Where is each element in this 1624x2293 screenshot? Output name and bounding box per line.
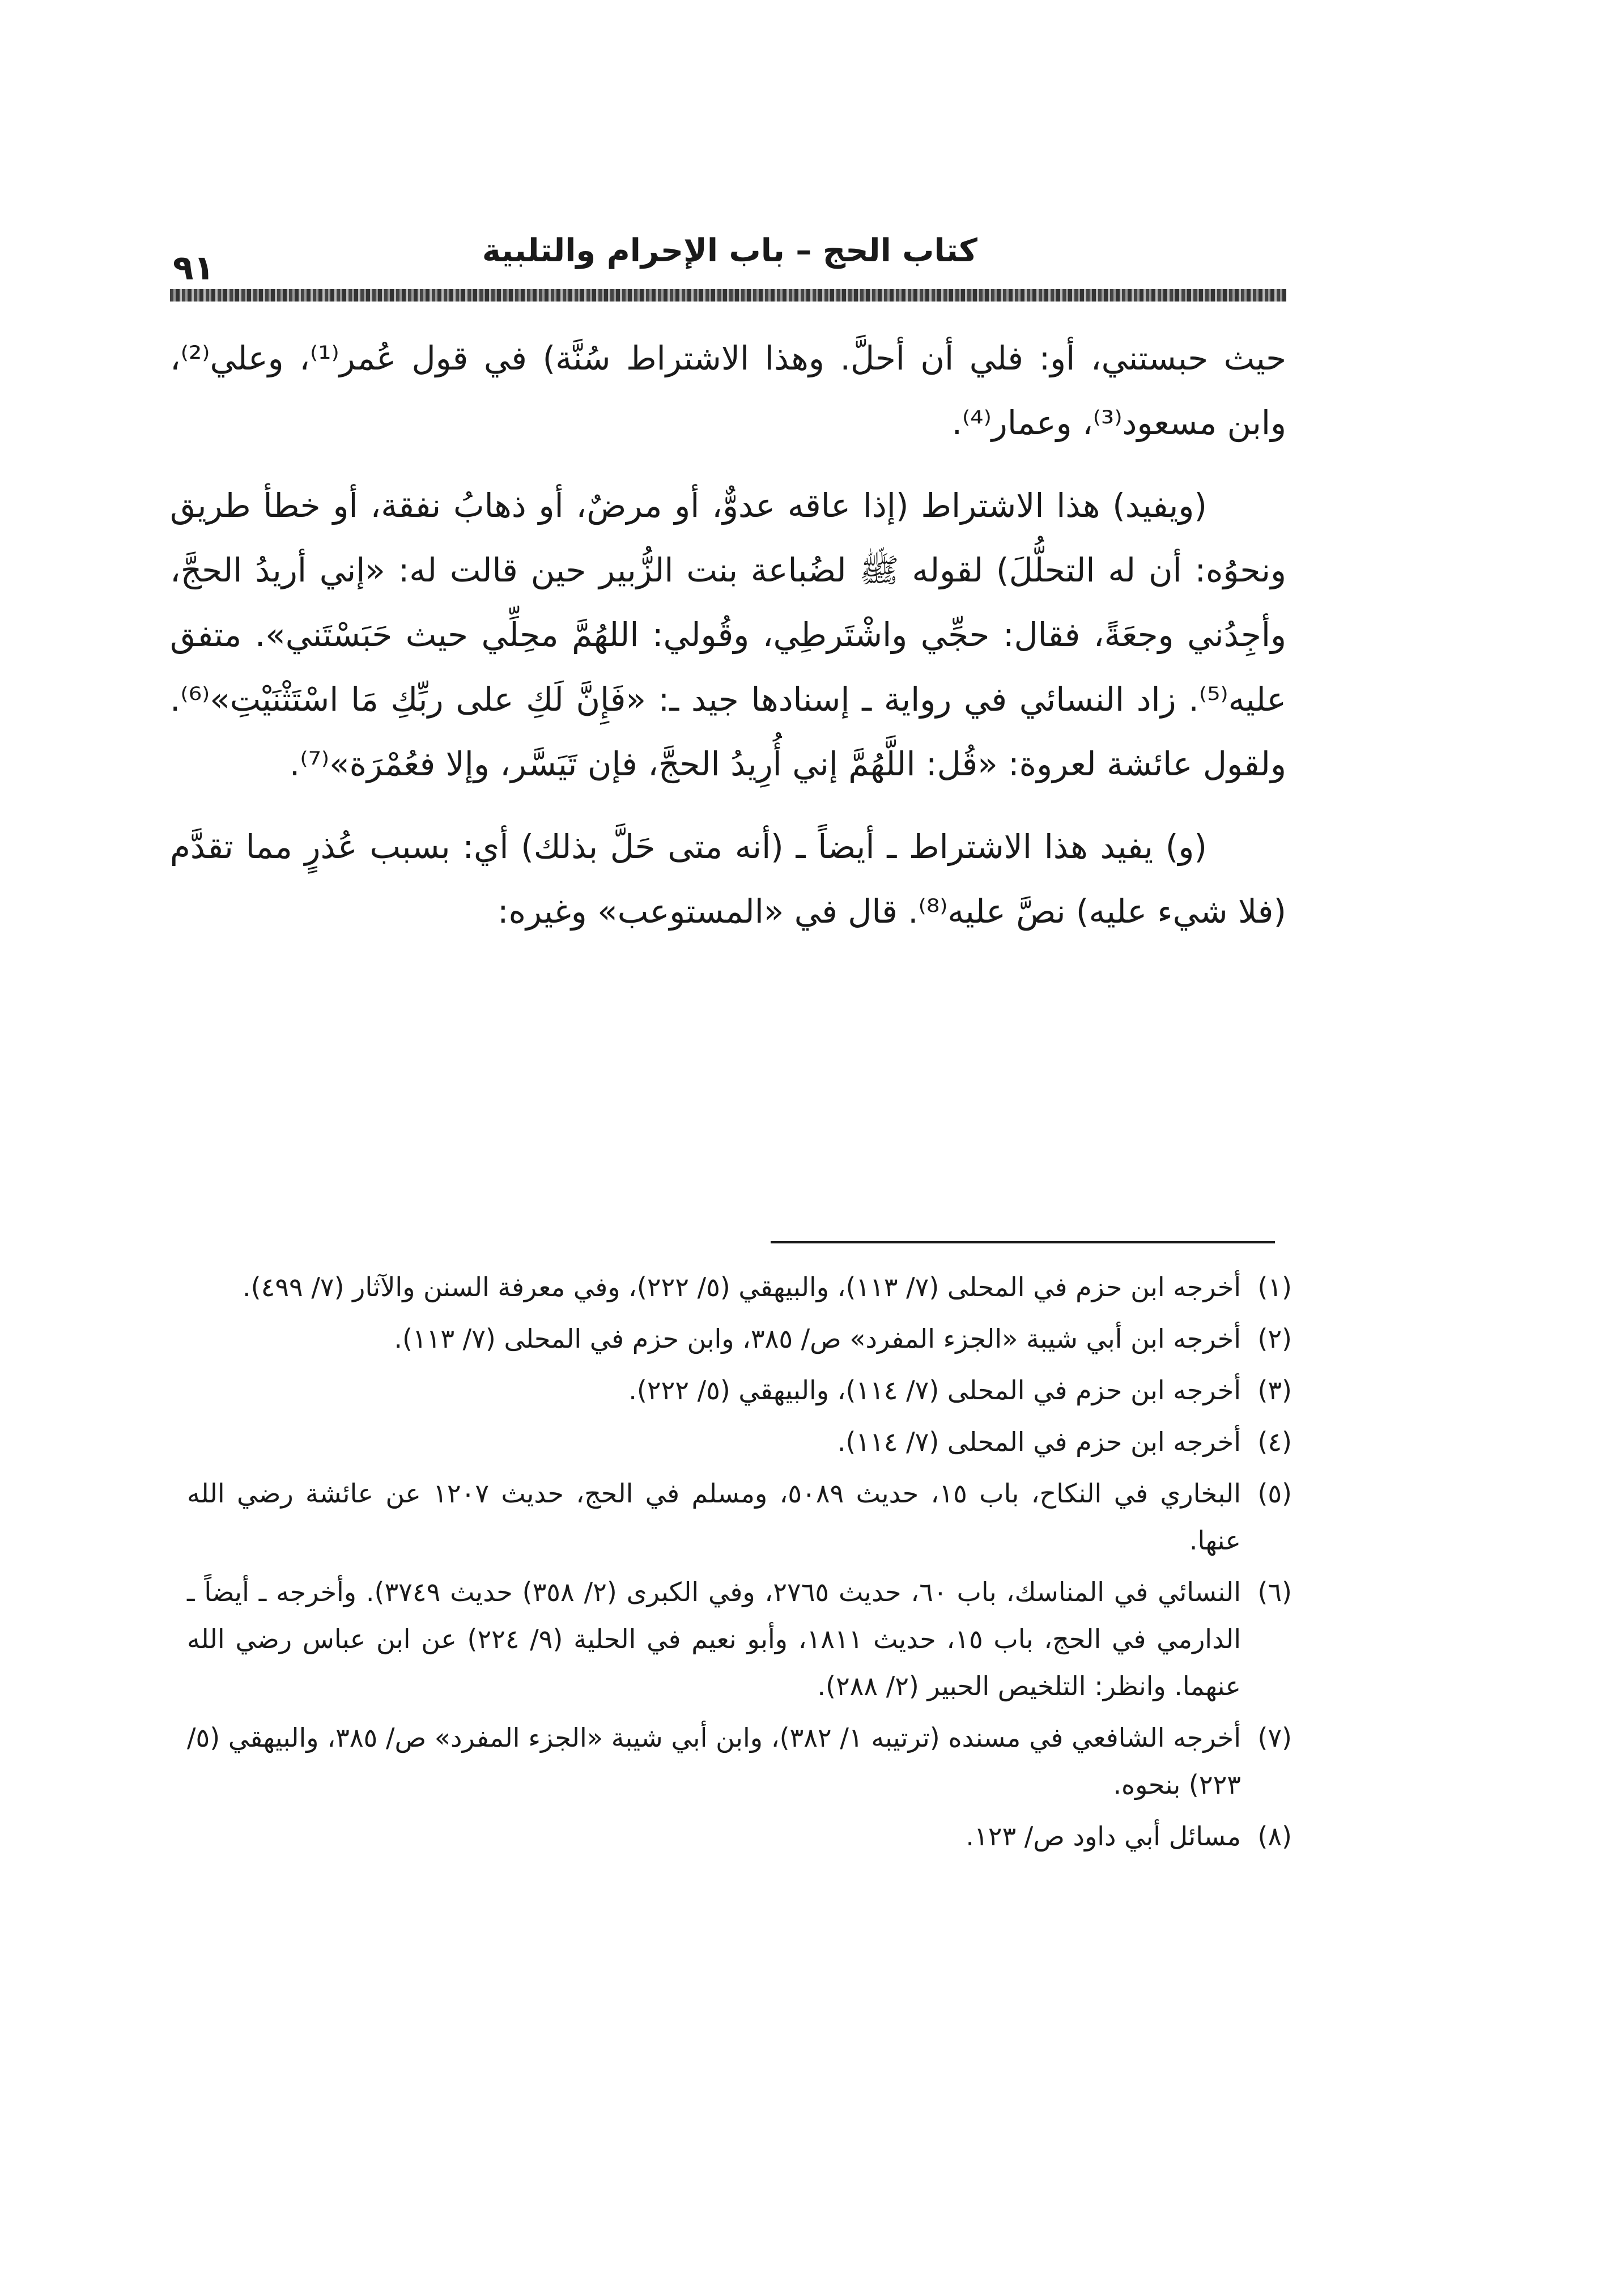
footnote-separator [771,1241,1275,1243]
footnote-number: (٨) [1257,1821,1292,1852]
footnote-text: البخاري في النكاح، باب ١٥، حديث ٥٠٨٩، ومسلم في الحج، حديث ١٢٠٧ عن عائشة رضي الله عنها. [187,1478,1241,1556]
footnote-2 [187,1315,1292,1362]
body-paragraph: (و) يفيد هذا الاشتراط ـ أيضاً ـ (أنه متى حَلَّ بذلك) أي: بسبب عُذرٍ مما تقدَّم (فلا شيء عليه) نصَّ عليه⁽⁸⁾. قال في «المستوعب» وغيره: [170,827,1286,931]
footnote-number: (٣) [1257,1375,1292,1405]
page-number: ٩١ [173,248,215,288]
footnote-text: أخرجه ابن حزم في المحلى (٧/ ١١٤)، والبيهقي (٥/ ٢٢٢). [628,1375,1241,1405]
footnote-5 [187,1470,1292,1564]
body-paragraph: (ويفيد) هذا الاشتراط (إذا عاقه عدوٌّ، أو مرضٌ، أو ذهابُ نفقة، أو خطأ طريق ونحوُه: أن له التحلُّلَ) لقوله ﷺ لضُباعة بنت الزُّبير حين قالت له: «إني أريدُ الحجَّ، وأجِدُني وجعَةً، فقال: حجِّي واشْتَرطِي، وقُولي: اللهُمَّ محِلِّي حيث حَبَسْتَني». متفق عليه⁽⁵⁾. زاد النسائي في رواية ـ إسنادها جيد ـ: «فَإِنَّ لَكِ على ربِّكِ مَا اسْتَثْنَيْتِ»⁽⁶⁾. ولقول عائشة لعروة: «قُل: اللَّهُمَّ إني أُرِيدُ الحجَّ، فإن تَيَسَّر، وإلا فعُمْرَة»⁽⁷⁾. [170,486,1286,783]
footnote-number: (١) [1257,1272,1292,1302]
footnote-4 [187,1419,1292,1466]
footnote-1 [187,1264,1292,1311]
footnote-text: أخرجه الشافعي في مسنده (ترتيبه ١/ ٣٨٢)، وابن أبي شيبة «الجزء المفرد» ص/ ٣٨٥، والبيهقي (٥/ ٢٢٣) بنحوه. [187,1722,1241,1800]
footnote-number: (٧) [1257,1722,1292,1753]
footnote-number: (٤) [1257,1426,1292,1457]
footnote-text: أخرجه ابن أبي شيبة «الجزء المفرد» ص/ ٣٨٥، وابن حزم في المحلى (٧/ ١١٣). [394,1323,1241,1354]
footnote-number: (٦) [1257,1577,1292,1607]
body-paragraph: حيث حبستني، أو: فلي أن أحلَّ. وهذا الاشتراط سُنَّة) في قول عُمر⁽¹⁾، وعلي⁽²⁾، وابن مسعود⁽³⁾، وعمار⁽⁴⁾. [170,339,1286,442]
footnote-number: (٥) [1257,1478,1292,1509]
header-rule [170,289,1286,302]
footnote-number: (٢) [1257,1323,1292,1354]
footnote-8 [187,1813,1292,1860]
footnote-6 [187,1569,1292,1710]
running-title: كتاب الحج – باب الإحرام والتلبية [482,232,977,269]
footnote-text: النسائي في المناسك، باب ٦٠، حديث ٢٧٦٥، وفي الكبرى (٢/ ٣٥٨) حديث ٣٧٤٩). وأخرجه ـ أيضاً ـ الدارمي في الحج، باب ١٥، حديث ١٨١١، وأبو نعيم في الحلية (٩/ ٢٢٤) عن ابن عباس رضي الله عنهما. وانظر: التلخيص الحبير (٢/ ٢٨٨). [187,1577,1242,1701]
footnote-7 [187,1714,1292,1808]
main-text [170,326,1286,962]
footnote-3 [187,1367,1292,1414]
footnote-text: أخرجه ابن حزم في المحلى (٧/ ١١٤). [837,1426,1241,1457]
footnote-text: أخرجه ابن حزم في المحلى (٧/ ١١٣)، والبيهقي (٥/ ٢٢٢)، وفي معرفة السنن والآثار (٧/ ٤٩٩). [243,1272,1241,1302]
footnote-text: مسائل أبي داود ص/ ١٢٣. [966,1821,1241,1852]
footnotes [187,1264,1292,1865]
